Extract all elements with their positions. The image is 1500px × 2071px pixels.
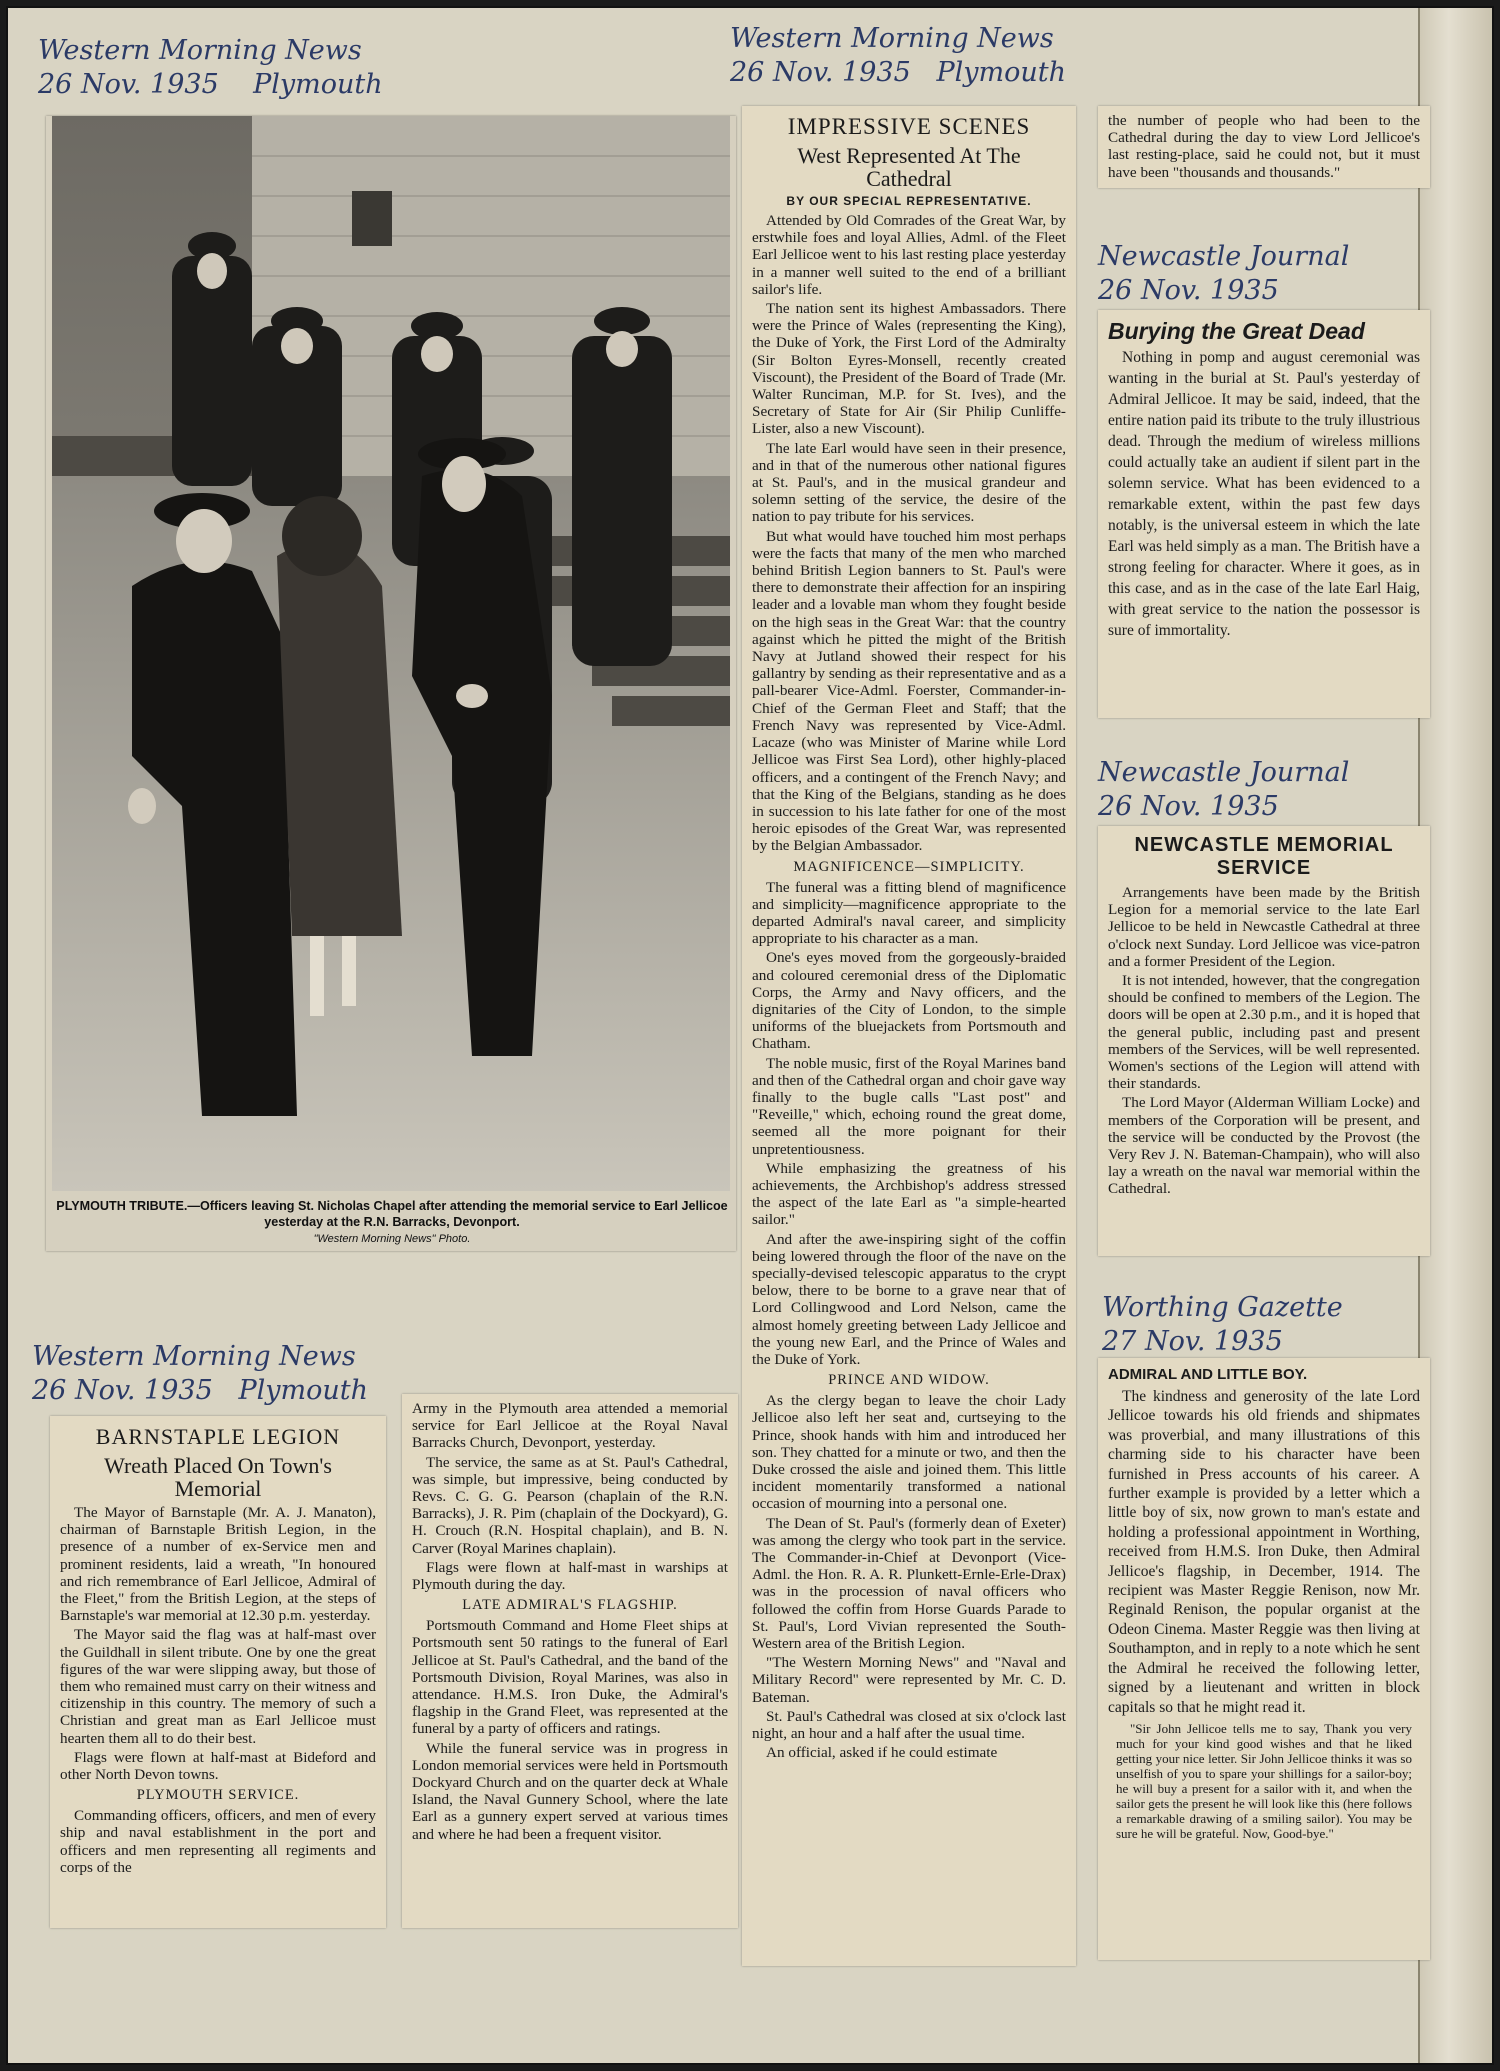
paragraph: The Mayor said the flag was at half-mast over the Guildhall in silent tribute. One by one the great figures of the war were slipping away, but those of them who remained must carry on their witness and citizenship in this country. The memory of such a Christian and great man as Earl Jellicoe must hearten them all to do their best. <box>60 1626 376 1747</box>
handwritten-note-newcastle-2: Newcastle Journal 26 Nov. 1935 <box>1098 757 1350 822</box>
paragraph: The Dean of St. Paul's (formerly dean of Exeter) was among the clergy who took part in the service. The Commander-in-Chief at Devonport (Vice-Adml. the Hon. R. A. R. Plunkett-Ernle-Erle-Drax) was in the procession of naval officers who followed the coffin from Horse Guards Parade to St. Paul's, Lord Vivian represented the South-Western area of the British Legion. <box>752 1514 1066 1653</box>
article-plymouth-service-continued <box>402 1394 738 1928</box>
paragraph: the number of people who had been to the Cathedral during the day to view Lord Jellicoe's last resting-place, said he could not, but it must have been "thousands and thousands." <box>1108 112 1420 181</box>
paragraph: The noble music, first of the Royal Marines band and then of the Cathedral organ and choir gave way finally to the bugle calls "Last post" and "Reveille," which, echoing round the great dome, seemed all the more poignant for their unpretentiousness. <box>752 1054 1066 1158</box>
paragraph: The kindness and generosity of the late Lord Jellicoe towards his old friends and shipmates was proverbial, and many illustrations of this charming side to his character have been furnished in Press accounts of his career. A further example is provided by a letter which a little boy of six, now grown to man's estate and holding a professional appointment in Worthing, received from H.M.S. Iron Duke, then Admiral Jellicoe's flagship, in December, 1914. The recipient was Master Reggie Renison, now Mr. Reginald Renison, the popular organist at the Odeon Cinema. Master Reggie was then living at Southampton, and in reply to a note which he sent the Admiral he received the following letter, signed by a lieutenant and written in block capitals so that he might read it. <box>1108 1388 1420 1716</box>
article-headline: West Represented At The Cathedral <box>797 143 1021 191</box>
handwritten-note-worthing: Worthing Gazette 27 Nov. 1935 <box>1102 1292 1343 1357</box>
paragraph: The late Earl would have seen in their presence, and in that of the numerous other national figures at St. Paul's, and in the musical grandeur and solemn setting of the service, the desire of the nation to pay tribute for his services. <box>752 439 1066 526</box>
subheading: PLYMOUTH SERVICE. <box>136 1787 300 1804</box>
paragraph: Arrangements have been made by the British Legion for a memorial service to the late Earl Jellicoe to be held in Newcastle Cathedral at three o'clock next Sunday. Lord Jellicoe was vice-patron and a former President of the Legion. <box>1108 884 1420 970</box>
paragraph: Nothing in pomp and august ceremonial was wanting in the burial at St. Paul's yesterday of Admiral Jellicoe. It may be said, indeed, that the entire nation paid its tribute to the truly illustrious dead. Through the medium of wireless millions could actually take an audient if silent part in the solemn service. What has been evidenced to a remarkable extent, within the past few days notably, is the universal esteem in which the late Earl was held simply as a man. The British have a strong feeling for character. Where it goes, as in this case, and as in the case of the late Earl Haig, with great service to the nation the possessor is sure of immortality. <box>1108 349 1420 639</box>
paragraph: Flags were flown at half-mast at Bideford and other North Devon towns. <box>60 1748 376 1784</box>
paragraph: An official, asked if he could estimate <box>766 1744 998 1762</box>
article-kicker: IMPRESSIVE SCENES <box>787 114 1031 139</box>
photo-caption <box>56 1198 728 1247</box>
paragraph: Portsmouth Command and Home Fleet ships at Portsmouth sent 50 ratings to the funeral of Earl Jellicoe at St. Paul's Cathedral, and the band of the Portsmouth Division, Royal Marines, was also in attendance. H.M.S. Iron Duke, the Admiral's flagship in the Grand Fleet, was represented at the funeral by a party of officers and ratings. <box>412 1617 728 1738</box>
paragraph: As the clergy began to leave the choir Lady Jellicoe also left her seat and, curtseying to the Prince, shook hands with him and introduced her son. They chatted for a minute or two, and then the Duke crossed the aisle and joined them. This little incident momentarily transformed a national occasion of mourning into a personal one. <box>752 1392 1066 1513</box>
subheading: MAGNIFICENCE—SIMPLICITY. <box>793 858 1025 875</box>
article-barnstaple-legion <box>50 1416 386 1928</box>
paragraph: The Mayor of Barnstaple (Mr. A. J. Manaton), chairman of Barnstaple British Legion, in the presence of a number of ex-Service men and prominent residents, laid a wreath, "In honoured and rich remembrance of Earl Jellicoe, Admiral of the Fleet," from the British Legion, at the steps of Barnstaple's war memorial at 12.30 p.m. yesterday. <box>60 1504 376 1625</box>
paragraph: And after the awe-inspiring sight of the coffin being lowered through the floor of the nave on the specially-devised telescopic apparatus to the crypt below, there to be borne to a grave near that of Lord Collingwood and Lord Nelson, came the almost homely greeting between Lady Jellicoe and the young new Earl, and the Prince of Wales and the Duke of York. <box>752 1230 1066 1368</box>
paragraph: The funeral was a fitting blend of magnificence and simplicity—magnificence appropriate to the departed Admiral's naval career, and simplicity appropriate to his character as a man. <box>752 878 1066 948</box>
paragraph: "The Western Morning News" and "Naval and Military Record" were represented by Mr. C. D. Bateman. <box>752 1654 1066 1706</box>
caption-lead: PLYMOUTH TRIBUTE. <box>56 1199 188 1213</box>
subheading: PRINCE AND WIDOW. <box>828 1372 990 1389</box>
subheading: LATE ADMIRAL'S FLAGSHIP. <box>462 1597 678 1614</box>
article-headline: Wreath Placed On Town's Memorial <box>104 1453 332 1501</box>
photo-clipping <box>46 116 736 1251</box>
photo-credit: "Western Morning News" Photo. <box>313 1233 471 1245</box>
quoted-letter: "Sir John Jellicoe tells me to say, Thank you very much for your kind good wishes and that he liked getting your nice letter. Sir John Jellicoe thinks it was so unselfish of you to spare your shillings for a sailor-boy; he will buy a present for a sailor with it, and when the sailor gets the present he will look like this (here follows a remarkable drawing of a smiling sailor). You may be sure he will be grateful. Now, Good-bye." <box>1116 1720 1412 1841</box>
paragraph: Attended by Old Comrades of the Great War, by erstwhile foes and loyal Allies, Adml. of the Fleet Earl Jellicoe went to his last resting place yesterday in a manner well suited to the end of a brilliant sailor's life. <box>752 212 1066 298</box>
paragraph: One's eyes moved from the gorgeously-braided and coloured ceremonial dress of the Diplomatic Corps, the Army and Navy officers, and the dignitaries of the City of London, to the simple uniforms of the bluejackets from Portsmouth and Chatham. <box>752 949 1066 1053</box>
article-admiral-little-boy <box>1098 1358 1430 1960</box>
officers-photograph <box>52 116 730 1191</box>
paragraph: St. Paul's Cathedral was closed at six o'clock last night, an hour and a half after the usual time. <box>752 1707 1066 1743</box>
paragraph: But what would have touched him most perhaps were the facts that many of the men who marched behind British Legion banners to St. Paul's were there to demonstrate their affection for an inspiring leader and a lovable man whom they fought beside on the high seas in the Great War: that the country against which he pitted the might of the British Navy at Jutland showed their respect for his gallantry by sending as their representative and as a pall-bearer Vice-Adml. Foerster, Commander-in-Chief of the German Fleet and Staff; that the French Navy was represented by Vice-Adml. Lacaze (who was Minister of Marine while Lord Jellicoe was First Sea Lord), other highly-placed officers, and a contingent of the French Navy; and that the King of the Belgians, standing as he does in succession to his late father for one of the most heroic episodes of the Great War, was represented by the Belgian Ambassador. <box>752 527 1066 855</box>
paragraph: The service, the same as at St. Paul's Cathedral, was simple, but impressive, being conducted by Revs. C. G. G. Pearson (chaplain of the R.N. Barracks), J. R. Pim (chaplain of the Dockyard), G. H. Crouch (R.N. Hospital chaplain), and B. N. Carver (Royal Marines chaplain). <box>412 1453 728 1557</box>
paragraph: While the funeral service was in progress in London memorial services were held in Portsmouth Dockyard Church and on the quarter deck at Whale Island, the Naval Gunnery School, where the late Earl as a gunnery expert served at various times and where he had been a frequent visitor. <box>412 1739 728 1843</box>
article-burying-great-dead <box>1098 310 1430 718</box>
paragraph: The Lord Mayor (Alderman William Locke) and members of the Corporation will be present, and the service will be conducted by the Provost (the Very Rev J. N. Bateman-Champain), who will also lay a wreath on the naval war memorial within the Cathedral. <box>1108 1094 1420 1198</box>
paragraph: Army in the Plymouth area attended a memorial service for Earl Jellicoe at the Royal Naval Barracks Church, Devonport, yesterday. <box>412 1400 728 1452</box>
handwritten-note-bottom-left: Western Morning News 26 Nov. 1935 Plymouth <box>32 1341 369 1406</box>
article-newcastle-memorial <box>1098 826 1430 1256</box>
paragraph: The nation sent its highest Ambassadors. There were the Prince of Wales (representing the King), the Duke of York, the First Lord of the Admiralty (Sir Bolton Eyres-Monsell, recently created Viscount), the President of the Board of Trade (Mr. Walter Runciman, M.P. for St. Ives), and the Secretary of State for Air (Sir Philip Cunliffe-Lister, also a new Viscount). <box>752 300 1066 438</box>
paragraph: While emphasizing the greatness of his achievements, the Archbishop's address stressed the aspect of the late Earl as "a simple-hearted sailor." <box>752 1159 1066 1229</box>
paragraph: It is not intended, however, that the congregation should be confined to members of the Legion. The doors will be open at 2.30 p.m., and it is hoped that the general public, including past and present members of the Services, will be well represented. Women's sections of the Legion will attend with their standards. <box>1108 972 1420 1093</box>
handwritten-note-top-middle: Western Morning News 26 Nov. 1935 Plymouth <box>730 23 1067 88</box>
handwritten-note-newcastle-1: Newcastle Journal 26 Nov. 1935 <box>1098 241 1350 306</box>
article-headline: Burying the Great Dead <box>1108 318 1365 344</box>
article-headline: NEWCASTLE MEMORIAL SERVICE <box>1134 834 1394 879</box>
article-kicker: BARNSTAPLE LEGION <box>95 1424 341 1449</box>
paragraph: Commanding officers, officers, and men of every ship and naval establishment in the port and officers and men representing all regiments and corps of the <box>60 1807 376 1876</box>
article-byline: BY OUR SPECIAL REPRESENTATIVE. <box>786 194 1032 208</box>
paragraph: Flags were flown at half-mast in warships at Plymouth during the day. <box>412 1558 728 1594</box>
caption-text: —Officers leaving St. Nicholas Chapel after attending the memorial service to Earl Jellicoe yesterday at the R.N. Barracks, Devonport. <box>187 1199 728 1229</box>
article-impressive-scenes <box>742 106 1076 1966</box>
article-headline: ADMIRAL AND LITTLE BOY. <box>1108 1366 1308 1383</box>
handwritten-note-top-left: Western Morning News 26 Nov. 1935 Plymouth <box>38 35 383 100</box>
article-continuation <box>1098 106 1430 188</box>
scrapbook-page <box>6 6 1494 2065</box>
